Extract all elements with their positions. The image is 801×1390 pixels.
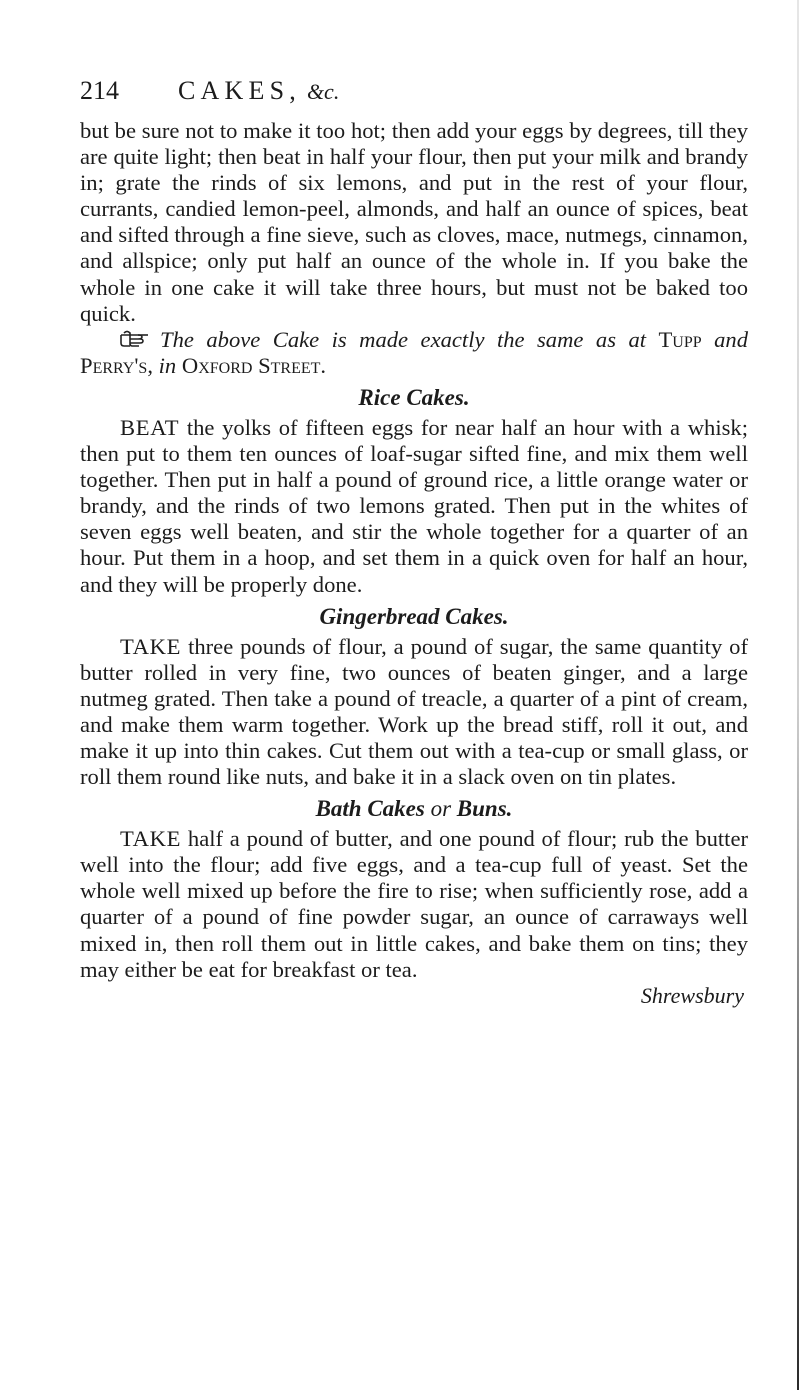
gingerbread-first-word: TAKE [120, 633, 182, 659]
note-text: The above Cake is made exactly the same as at [160, 326, 647, 352]
body-text [80, 118, 748, 1009]
running-title [178, 76, 339, 106]
pointing-hand-icon [120, 327, 150, 353]
note-street: Oxford Street. [181, 352, 327, 378]
bath-cakes-heading-or: or [430, 796, 452, 822]
note [80, 327, 748, 379]
running-title-etc: &c. [306, 79, 340, 104]
bath-cakes-heading [80, 794, 748, 824]
page-content [80, 76, 748, 1009]
rice-cakes-text: the yolks of fifteen eggs for near half an hour with a whisk; then put to them ten ounces of loaf-sugar sifted fine, and mix them well together. Then put in half a pound of ground rice, a little orange water or brandy, and the rinds of two lemons grated. Then put in the whites of seven eggs well beaten, and stir the whole together for a quarter of an hour. Put them in a hoop, and set them in a quick oven for half an hour, and they will be properly done. [80, 414, 748, 597]
note-in: in [158, 352, 177, 378]
gingerbread-cakes-heading: Gingerbread Cakes. [319, 603, 509, 629]
gingerbread-cakes-recipe [80, 634, 748, 791]
paragraph-continued: but be sure not to make it too hot; then add your eggs by degrees, till they are quite light; then beat in half your flour, then put your milk and brandy in; grate the rinds of six lemons, and put in the rest of your flour, currants, candied lemon-peel, almonds, and half an ounce of spices, beat and sifted through a fine sieve, such as cloves, mace, nutmegs, cinnamon, and allspice; only put half an ounce of the whole in. If you bake the whole in one cake it will take three hours, but must not be baked too quick. [80, 118, 748, 326]
page-number: 214 [80, 76, 119, 105]
rice-cakes-first-word: BEAT [120, 414, 180, 440]
running-title-text: CAKES, [178, 76, 301, 105]
note-name-tupp: Tupp [658, 326, 702, 352]
bath-cakes-heading-b: Buns. [456, 796, 513, 822]
running-head [80, 76, 748, 118]
bath-cakes-recipe [80, 826, 748, 983]
bath-cakes-heading-a: Bath Cakes [315, 796, 425, 822]
rice-cakes-heading: Rice Cakes. [358, 384, 470, 410]
gingerbread-text: three pounds of flour, a pound of sugar, the same quantity of butter rolled in very fine, two ounces of beaten ginger, and a large nutmeg grated. Then take a pound of treacle, a quarter of a pint of cream, and make them warm together. Work up the bread stiff, roll it out, and make it up into thin cakes. Cut them out with a tea-cup or small glass, or roll them round like nuts, and bake it in a slack oven on tin plates. [80, 633, 748, 790]
bath-cakes-first-word: TAKE [120, 826, 182, 852]
page-edge [797, 0, 799, 1390]
rice-cakes-recipe [80, 415, 748, 598]
catchword: Shrewsbury [640, 982, 744, 1008]
note-and: and [714, 326, 749, 352]
note-name-perry: Perry's, [80, 352, 153, 378]
bath-cakes-text: half a pound of butter, and one pound of flour; rub the butter well into the flour; add five eggs, and a tea-cup full of yeast. Set the whole well mixed up before the fire to rise; when sufficiently rose, add a quarter of a pound of fine powder sugar, an ounce of carraways well mixed in, then roll them out in little cakes, and bake them on tins; they may either be eat for breakfast or tea. [80, 826, 748, 982]
